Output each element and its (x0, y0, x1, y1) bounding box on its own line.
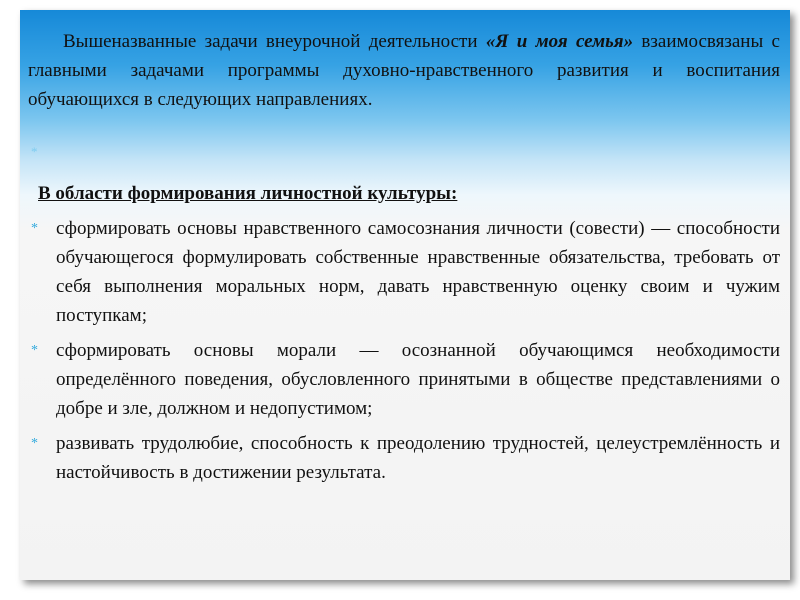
intro-text-after: взаимосвязаны с главными задачами программы духовно-нравственного развития и воспитания обучающихся в следующих направлениях. (28, 31, 780, 110)
bullet-icon: * (31, 343, 38, 358)
bullet-list (28, 214, 780, 493)
empty-bullet-icon: * (31, 144, 38, 159)
bullet-icon: * (31, 436, 38, 451)
list-item-text: сформировать основы нравственного самосознания личности (совести) — способности обучающегося формулировать собственные нравственные обязательства, требовать от себя выполнения моральных норм, давать нравственную оценку своим и чужим поступкам; (56, 218, 780, 326)
list-item-text: сформировать основы морали — осознанной обучающимся необходимости определённого поведения, обусловленного принятыми в обществе представлениями о добре и зле, должном и недопустимом; (56, 340, 780, 419)
bullet-icon: * (31, 221, 38, 236)
section-heading: В области формирования личностной культуры: (38, 183, 458, 204)
intro-paragraph (28, 27, 780, 114)
intro-highlight: «Я и моя семья» (485, 31, 634, 52)
list-item (28, 214, 780, 330)
list-item (28, 429, 780, 487)
intro-text-before: Вышеназванные задачи внеурочной деятельности (63, 31, 486, 52)
list-item (28, 336, 780, 423)
list-item-text: развивать трудолюбие, способность к преодолению трудностей, целеустремлённость и настойчивость в достижении результата. (56, 433, 780, 483)
